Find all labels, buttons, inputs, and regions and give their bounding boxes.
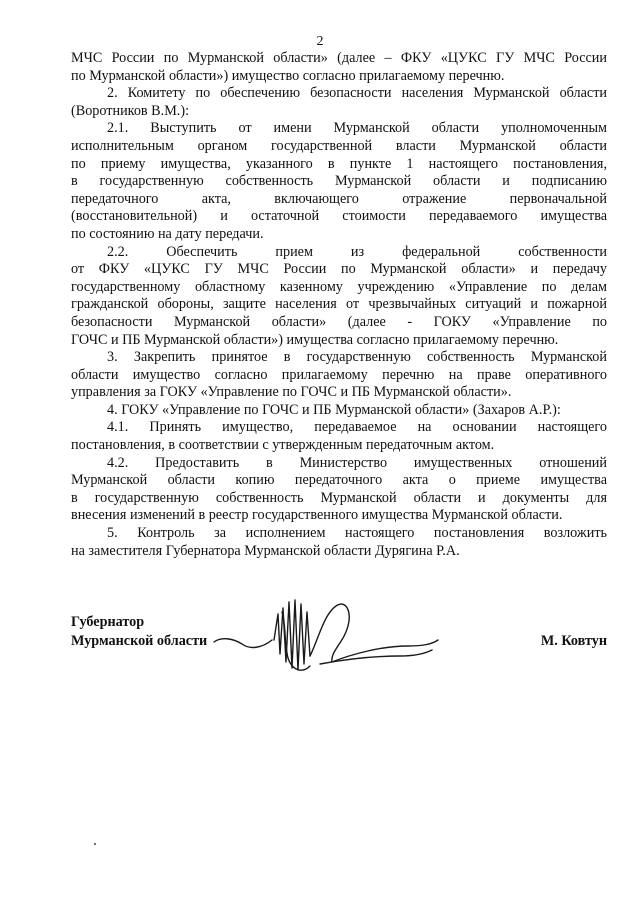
paragraph-line: управления за ГОКУ «Управление по ГОЧС и ПБ Мурманской области». (71, 384, 512, 401)
signatory-title-line: Губернатор (71, 614, 145, 630)
paragraph-line: исполнительным органом государственной власти Мурманской области (71, 137, 607, 154)
paragraph-line: (восстановительной) и остаточной стоимости передаваемого имущества (71, 208, 607, 225)
paragraph-line: МЧС России по Мурманской области» (далее – ФКУ «ЦУКС ГУ МЧС России (71, 50, 607, 66)
paragraph-line: от ФКУ «ЦУКС ГУ МЧС России по Мурманской области» и передачу (71, 261, 607, 278)
paragraph-line: 5. Контроль за исполнением настоящего постановления возложить (107, 525, 607, 542)
document-body (71, 50, 607, 560)
paragraph-line: в государственную собственность Мурманской области и подписанию (71, 173, 607, 190)
paragraph-line: государственному областному казенному учреждению «Управление по делам (71, 278, 607, 295)
paragraph-line: 4.2. Предоставить в Министерство имущественных отношений (107, 454, 607, 471)
paragraph-line: по Мурманской области») имущество согласно прилагаемому перечню. (71, 67, 505, 84)
paragraph-line: области имущество согласно прилагаемому перечню на праве оперативного (71, 366, 607, 383)
paragraph-line: постановления, в соответствии с утвержденным передаточным актом. (71, 437, 495, 454)
paragraph-line: передаточного акта, включающего отражение первоначальной (71, 190, 607, 207)
paragraph-line: по состоянию на дату передачи. (71, 225, 264, 242)
paragraph-line: на заместителя Губернатора Мурманской области Дурягина Р.А. (71, 542, 460, 559)
signatory-name: М. Ковтун (540, 633, 607, 649)
paragraph-line: (Воротников В.М.): (71, 102, 190, 119)
paragraph-line: в государственную собственность Мурманской области и документы для (71, 489, 607, 506)
signature-block (71, 613, 607, 673)
signatory-title-line: Мурманской области (71, 633, 208, 649)
scan-dot (94, 843, 96, 845)
paragraph-line: безопасности Мурманской области» (далее - ГОКУ «Управление по (71, 313, 607, 330)
paragraph-line: 4.1. Принять имущество, передаваемое на основании настоящего (107, 419, 607, 436)
paragraph-line: 4. ГОКУ «Управление по ГОЧС и ПБ Мурманской области» (Захаров А.Р.): (107, 401, 561, 418)
paragraph-line: 2.1. Выступить от имени Мурманской области уполномоченным (107, 120, 607, 137)
paragraph-line: внесения изменений в реестр государственного имущества Мурманской области. (71, 507, 563, 524)
paragraph-line: гражданской обороны, защите населения от чрезвычайных ситуаций и пожарной (71, 296, 607, 313)
paragraph-line: 2. Комитету по обеспечению безопасности населения Мурманской области (107, 85, 607, 102)
signatory-title (71, 613, 207, 651)
paragraph-line: 2.2. Обеспечить прием из федеральной собственности (107, 243, 607, 260)
paragraph-line: по приему имущества, указанного в пункте 1 настоящего постановления, (71, 155, 607, 172)
paragraph-line: Мурманской области копию передаточного акта о приеме имущества (71, 472, 607, 489)
paragraph-line: 3. Закрепить принятое в государственную собственность Мурманской (107, 349, 607, 366)
paragraph-line: ГОЧС и ПБ Мурманской области») имущества согласно прилагаемому перечню. (71, 331, 559, 348)
page-number: 2 (316, 34, 324, 49)
